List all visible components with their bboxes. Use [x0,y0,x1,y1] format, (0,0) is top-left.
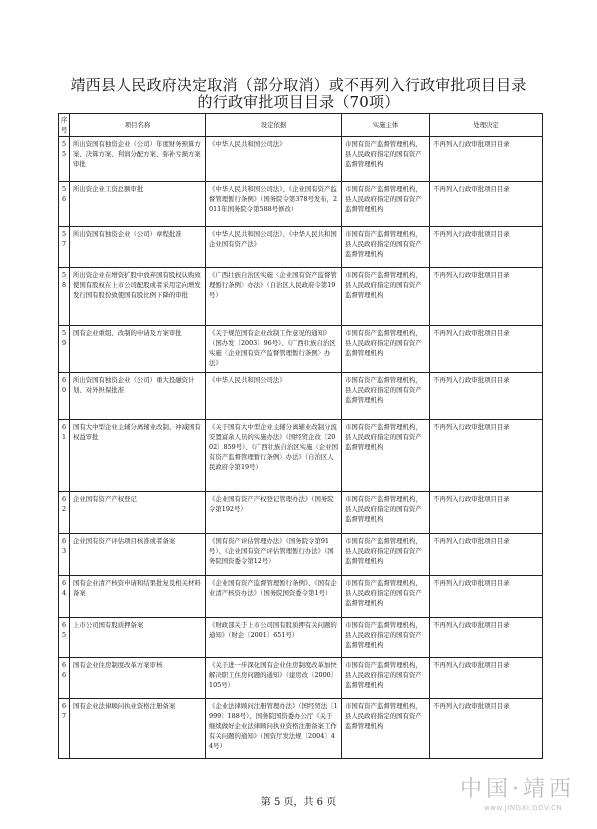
watermark-url: www.JINGXI.GOV.CN [484,804,563,812]
implementing-body: 市国有资产监督管理机构，县人民政府指定的国有资产监督管理机构 [342,373,430,420]
item-name: 所出资企业在增资扩股中放弃国有股权认购致使国有股权在上市公司配股或者采用定向增发发行国有股份致使国有股比例下降的审批 [70,268,206,326]
item-name: 企业国有资产评估项目核准或者备案 [70,534,206,576]
row-num: 59 [59,326,70,373]
implementing-body: 市国有资产监督管理机构，县人民政府指定的国有资产监督管理机构 [342,576,430,618]
legal-basis: 《关于国有大中型企业主辅分离辅业改制分流安置富余人员的实施办法》（国经贸企改〔2002〕859号）、《广西壮族自治区实施〈企业国有资产监督管理暂行条例〉办法》（自治区人民政府令第19号） [206,420,342,492]
table-row [59,326,543,373]
decision: 不再列入行政审批项目目录 [430,534,543,576]
implementing-body: 市国有资产监督管理机构，县人民政府指定的国有资产监督管理机构 [342,492,430,534]
watermark-logo: 中国·靖西 [460,777,575,802]
decision: 不再列入行政审批项目目录 [430,618,543,658]
item-name: 国有企业清产核资申请和结果批复及相关材料备案 [70,576,206,618]
implementing-body: 市国有资产监督管理机构，县人民政府指定的国有资产监督管理机构 [342,658,430,699]
item-name: 所出资国有独资企业（公司）重大投融资计划、对外担保批准 [70,373,206,420]
header-basis: 设定依据 [206,114,342,137]
row-num: 57 [59,227,70,268]
legal-basis: 《企业法律顾问注册管理办法》（国经贸法〔1999〕188号）、国务院国资委办公厅《关于继续做好企业法律顾问执业资格注册备案工作有关问题的通知》（国资厅发法规〔2004〕44号） [206,699,342,759]
implementing-body: 市国有资产监督管理机构，县人民政府指定的国有资产监督管理机构 [342,699,430,759]
decision: 不再列入行政审批项目目录 [430,699,543,759]
item-name: 上市公司国有股质押备案 [70,618,206,658]
row-num: 56 [59,182,70,227]
document-title [40,77,557,111]
decision: 不再列入行政审批项目目录 [430,182,543,227]
implementing-body: 市国有资产监督管理机构，县人民政府指定的国有资产监督管理机构 [342,534,430,576]
header-num: 序号 [59,114,70,137]
table-row [59,182,543,227]
header-name: 项目名称 [70,114,206,137]
legal-basis: 《企业国有资产产权登记管理办法》（国务院令第192号） [206,492,342,534]
table-row [59,576,543,618]
implementing-body: 市国有资产监督管理机构，县人民政府指定的国有资产监督管理机构 [342,420,430,492]
decision: 不再列入行政审批项目目录 [430,420,543,492]
legal-basis: 《关于规范国有企业改制工作意见的通知》（国办发〔2003〕96号）、《广西壮族自治区实施〈企业国有资产监督管理暂行条例〉办法》 [206,326,342,373]
item-name: 国有企业法律顾问执业资格注册备案 [70,699,206,759]
row-num: 55 [59,137,70,182]
row-num: 61 [59,420,70,492]
legal-basis: 《中华人民共和国公司法》、《中华人民共和国企业国有资产法》 [206,227,342,268]
header-body: 实施主体 [342,114,430,137]
table-row [59,420,543,492]
table-header-row [59,114,543,137]
item-name: 国有企业住房制度改革方案审核 [70,658,206,699]
decision: 不再列入行政审批项目目录 [430,268,543,326]
legal-basis: 《中华人民共和国公司法》 [206,137,342,182]
row-num: 62 [59,492,70,534]
decision: 不再列入行政审批项目目录 [430,227,543,268]
implementing-body: 市国有资产监督管理机构，县人民政府指定的国有资产监督管理机构 [342,182,430,227]
decision: 不再列入行政审批项目目录 [430,137,543,182]
decision: 不再列入行政审批项目目录 [430,658,543,699]
page-number: 第 5 页，共 6 页 [260,797,337,808]
table-row [59,658,543,699]
table-row [59,534,543,576]
implementing-body: 市国有资产监督管理机构，县人民政府指定的国有资产监督管理机构 [342,618,430,658]
implementing-body: 市国有资产监督管理机构，县人民政府指定的国有资产监督管理机构 [342,227,430,268]
table-row [59,268,543,326]
item-name: 国有大中型企业主辅分离辅业改制、冲减国有权益审批 [70,420,206,492]
implementing-body: 市国有资产监督管理机构，县人民政府指定的国有资产监督管理机构 [342,268,430,326]
legal-basis: 《中华人民共和国公司法》、《企业国有资产监督管理暂行条例》（国务院令第378号发布，2011年国务院令第588号修改） [206,182,342,227]
row-num: 65 [59,618,70,658]
header-decision: 处理决定 [430,114,543,137]
decision: 不再列入行政审批项目目录 [430,373,543,420]
row-num: 66 [59,658,70,699]
legal-basis: 《财政部关于上市公司国有股质押有关问题的通知》（财企〔2001〕651号） [206,618,342,658]
approval-items-table [58,113,543,759]
legal-basis: 《关于进一步深化国有企业住房制度改革加快解决职工住房问题的通知》（建房改〔2000〕105号） [206,658,342,699]
item-name: 所出资企业工资总额审批 [70,182,206,227]
implementing-body: 市国有资产监督管理机构，县人民政府指定的国有资产监督管理机构 [342,326,430,373]
table-row [59,492,543,534]
decision: 不再列入行政审批项目目录 [430,326,543,373]
legal-basis: 《企业国有资产监督管理暂行条例》、《国有企业清产核资办法》（国务院国资委令第1号） [206,576,342,618]
item-name: 企业国有资产产权登记 [70,492,206,534]
table-row [59,618,543,658]
row-num: 67 [59,699,70,759]
decision: 不再列入行政审批项目目录 [430,492,543,534]
legal-basis: 《国有资产评估管理办法》（国务院令第91号）、《企业国有资产评估管理暂行办法》（国务院国资委令第12号） [206,534,342,576]
row-num: 64 [59,576,70,618]
decision: 不再列入行政审批项目目录 [430,576,543,618]
table-row [59,137,543,182]
row-num: 63 [59,534,70,576]
item-name: 所出资国有独资企业（公司）年度财务预算方案、决算方案、利润分配方案、弥补亏损方案审批 [70,137,206,182]
implementing-body: 市国有资产监督管理机构，县人民政府指定的国有资产监督管理机构 [342,137,430,182]
row-num: 58 [59,268,70,326]
legal-basis: 《中华人民共和国公司法》 [206,373,342,420]
row-num: 60 [59,373,70,420]
title-line-2: 的行政审批项目目录（70项） [197,93,400,111]
table-row [59,227,543,268]
title-line-1: 靖西县人民政府决定取消（部分取消）或不再列入行政审批项目目录 [70,76,527,94]
legal-basis: 《广西壮族自治区实施〈企业国有资产监督管理暂行条例〉办法》（自治区人民政府令第19号） [206,268,342,326]
table-row [59,699,543,759]
item-name: 所出资国有独资企业（公司）章程批准 [70,227,206,268]
table-row [59,373,543,420]
item-name: 国有企业重组、改制的申请及方案审批 [70,326,206,373]
